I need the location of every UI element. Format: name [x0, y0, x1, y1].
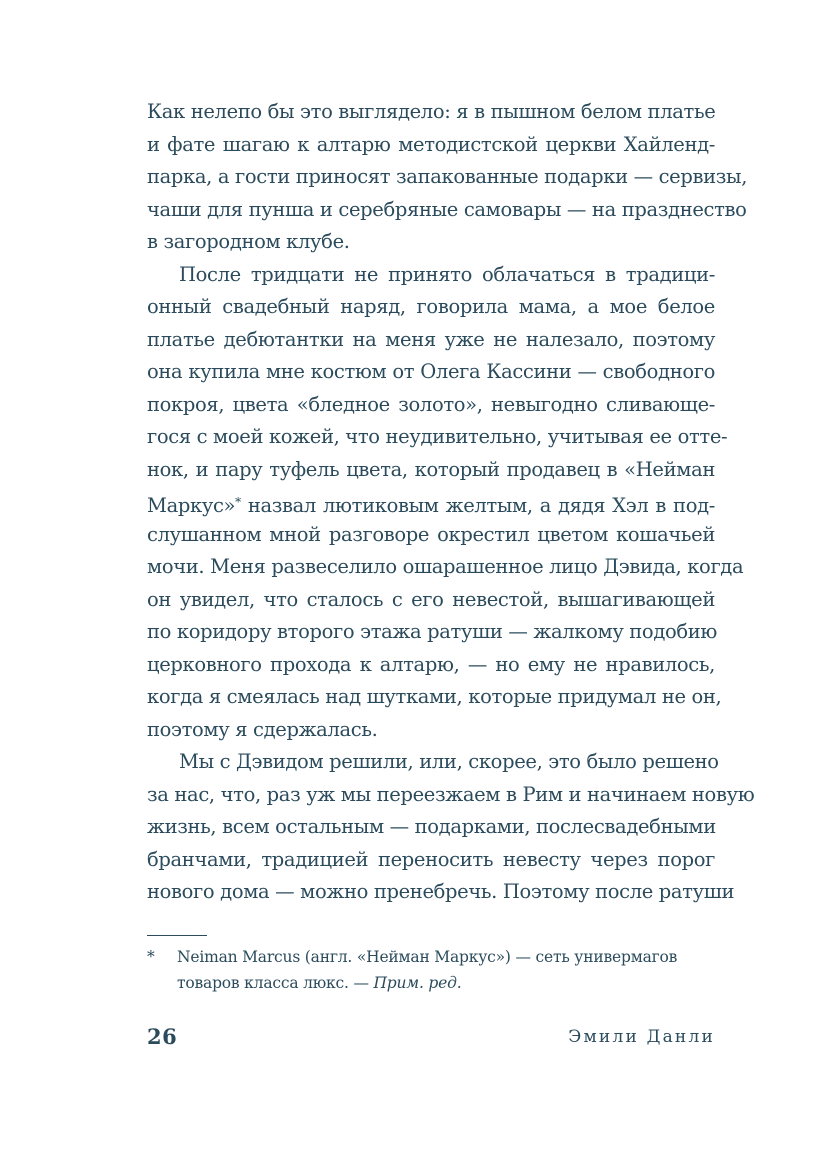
footnote-divider — [147, 935, 207, 936]
text-line — [147, 161, 748, 194]
text-line — [147, 486, 715, 519]
text-line — [147, 454, 715, 487]
text-line — [147, 779, 755, 812]
text-line-continuation: назвал лютиковым желтым, а дядя Хэл в под- — [240, 494, 715, 517]
text-line — [147, 681, 722, 714]
text-line — [147, 649, 715, 682]
text-line — [147, 811, 715, 844]
text-line — [147, 226, 715, 259]
text-line — [147, 746, 719, 779]
text-line-content: она купила мне костюм от Олега Кассини — свободного — [147, 360, 715, 383]
footnote-line — [147, 944, 715, 970]
text-line-content: После тридцати не принято облачаться в традици- — [179, 262, 715, 286]
footnote-editor-note: Прим. ред. — [373, 974, 462, 992]
text-line-content: онный свадебный наряд, говорила мама, а мое белое — [147, 295, 715, 318]
text-line-content: гося с моей кожей, что неудивительно, учитывая ее отте- — [147, 425, 728, 448]
text-line-content: в загородном клубе. — [147, 230, 350, 253]
text-line — [147, 616, 718, 649]
text-line — [147, 519, 715, 552]
footnote-reference: * — [235, 495, 241, 509]
text-line-content: и фате шагаю к алтарю методистской церкви Хайленд- — [147, 132, 715, 156]
body-text — [147, 96, 755, 909]
text-line-content: поэтому я сдержалась. — [147, 717, 378, 741]
footnote-line — [147, 970, 715, 996]
footnote-text: Neiman Marcus (англ. «Нейман Маркус») — сеть универмагов — [177, 948, 678, 966]
text-line-content: Мы с Дэвидом решили, или, скорее, это было решено — [179, 750, 719, 773]
text-line-content: нового дома — можно пренебречь. Поэтому после ратуши — [147, 880, 735, 903]
text-line-content: мочи. Меня развеселило ошарашенное лицо Дэвида, когда — [147, 555, 744, 578]
text-line-content: церковного прохода к алтарю, — но ему не нравилось, — [147, 652, 715, 676]
text-line-content: платье дебютантки на меня уже не налезало, поэтому — [147, 327, 715, 351]
text-line-content: за нас, что, раз уж мы переезжаем в Рим и начинаем новую — [147, 782, 755, 806]
text-line — [147, 551, 744, 584]
text-line-content: он увидел, что сталось с его невестой, вышагивающей — [147, 587, 715, 611]
text-line-content: Как нелепо бы это выглядело: я в пышном белом платье — [147, 100, 716, 123]
text-line — [147, 324, 715, 357]
text-line-content: когда я смеялась над шутками, которые придумал не он, — [147, 685, 722, 708]
footnote — [147, 944, 715, 996]
text-line — [147, 714, 715, 747]
text-line — [147, 194, 747, 227]
text-line — [147, 421, 728, 454]
text-line — [147, 259, 715, 292]
text-line-content: нок, и пару туфель цвета, который продавец в «Нейман — [147, 457, 715, 481]
text-line-content: бранчами, традицией переносить невесту через порог — [147, 847, 715, 871]
text-line-content: Маркус» — [147, 494, 236, 517]
text-line — [147, 291, 715, 324]
text-line — [147, 876, 735, 909]
text-line — [147, 584, 715, 617]
text-line — [147, 96, 715, 129]
footnote-text: товаров класса люкс. — — [177, 974, 374, 992]
text-line-content: жизнь, всем остальным — подарками, послесвадебными — [147, 815, 716, 838]
footnote-marker: * — [147, 948, 155, 966]
text-line — [147, 844, 715, 877]
text-line-content: слушанном мной разговоре окрестил цветом кошачьей — [147, 522, 715, 546]
text-line — [147, 129, 715, 162]
text-line-content: чаши для пунша и серебряные самовары — на празднество — [147, 197, 747, 221]
text-line-content: парка, а гости приносят запакованные подарки — сервизы, — [147, 165, 748, 188]
text-line-content: по коридору второго этажа ратуши — жалкому подобию — [147, 620, 718, 643]
text-line — [147, 389, 715, 422]
page-number: 26 — [147, 1024, 178, 1049]
running-head-author: Эмили Данли — [568, 1027, 715, 1047]
text-line-content: покроя, цвета «бледное золото», невыгодно сливающе- — [147, 392, 715, 416]
text-line — [147, 356, 715, 389]
